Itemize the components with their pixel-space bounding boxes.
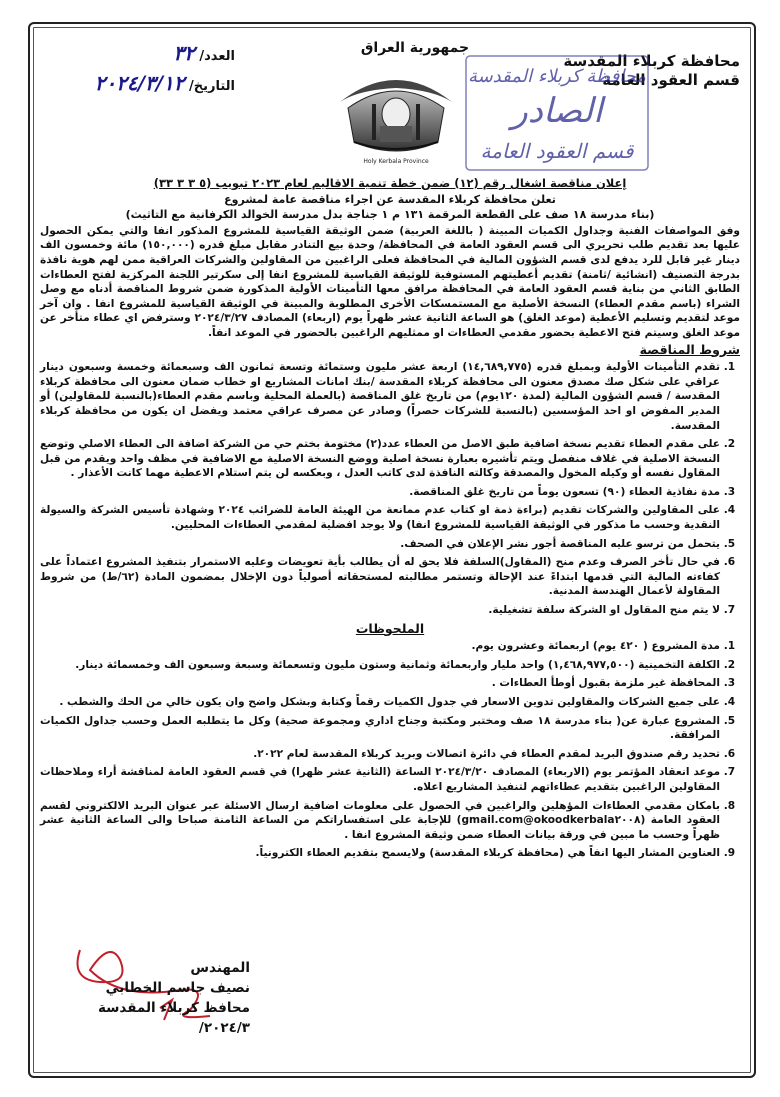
note-item: 2. الكلفة التخمينية (١,٤٦٨,٩٧٧,٥٠٠) واحد مليار واربعمائة وثمانية وستون مليون وتسعمائة وسبعة وسبعون الف وخمسمائة دينار. <box>40 658 720 673</box>
document-body <box>40 176 740 865</box>
conditions-heading: شروط المناقصة <box>639 341 740 357</box>
number-label: العدد/ <box>199 49 235 64</box>
announcement-paragraph: وفق المواصفات الفنية وجداول الكميات المبينة ( باللغة العربية) ضمن الوثيقة القياسية للمشروع المذكور انفا والتي يمكن الحصول عليها بعد تقديم طلب تحريري الى قسم العقود العامة في المحافظة/ وحدة بيع التنادر مقابل مبلغ قدره (١٥٠,٠٠٠) مائة وخمسون الف دينار غير قابل للرد يدفع لدى قسم الشؤون المالية في المحافظة فعلى الراغبين من المقاولين والشركات العراقية ممن لهم هوية نافذة بدرجة التصنيف (انشائية /ثامنة) تقديم أعطيتهم المستوفية للوثيقة القياسية للمشروع انفا إلى سكرتير اللجنة المركزية لفتح العطاءات الطابق الثاني من بناية قسم العقود العامة في المحافظة مرافق معها التأمينات الأولية المذكورة ضمن شروط المناقصة أدناه مع وصل الشراء (باسم مقدم العطاء) النسخة الأصلية مع المستمسكات الأخرى المطلوبة والمبينة في الوثيقة القياسية للمشروع انفا . وان آخر موعد لتقديم وتسليم الأعطية (موعد الغلق) هو الساعة الثانية عشر ظهراً يوم (اربعاء) المصادف ٢٠٢٤/٣/٢٧ وسترفض اي عطاء متأخر عن موعد الغلق وسيتم فتح الاعطية بحضور مقدمي العطاءات او ممثليهم الراغبين بالحضور في الموعد انفاً. <box>40 224 740 339</box>
signatory-title: المهندس <box>190 960 250 976</box>
number-row <box>75 40 235 70</box>
signature-block <box>90 958 250 1038</box>
notes-list <box>40 639 740 861</box>
number-value: ٣٢ <box>173 41 195 65</box>
condition-item: 4. على المقاولين والشركات تقديم (براءة ذمة او كتاب عدم ممانعة من الهيئة العامة للضرائب ٢٠٢٤ وشهادة تأسيس الشركة والسيولة النقدية وحسب ما مذكور في الوثيقة القياسية للمشروع انفا) ولا يوجد افضلية لمقدمي العطاءات المحليين. <box>40 503 720 532</box>
republic-title: جمهورية العراق <box>360 40 470 56</box>
note-item: 9. العناوين المشار اليها انفاً هي (محافظة كربلاء المقدسة) ولايسمح بتقديم العطاء الكترونياً. <box>40 846 720 861</box>
note-item: 8. بامكان مقدمي العطاءات المؤهلين والراغبين في الحصول على معلومات اضافية ارسال الاسئلة عبر عنوان البريد الالكتروني لقسم العقود العامة (okoodkerbala٢٠٠٨@gmail.com) للإجابة على استفساراتكم من الساعة الثامنة صباحا والى الساعة الثانية عشر ظهراً وحسب ما مبين في ورقة بيانات العطاء ضمن وثيقة المشروع انفا . <box>40 799 720 843</box>
date-label: التاريخ/ <box>188 79 235 94</box>
date-row <box>75 70 235 100</box>
note-item: 7. موعد انعقاد المؤتمر يوم (الاربعاء) المصادف ٢٠٢٤/٣/٢٠ الساعة (الثانية عشر ظهرا) في قسم العقود العامة لمناقشة أراء وملاحظات المقاولين الراغبين بتقديم عطاءاتهم لتنفيذ المشاريع اعلاه. <box>40 765 720 794</box>
issued-stamp <box>462 50 652 176</box>
condition-item: 3. مدة نفاذية العطاء (٩٠) تسعون يوماً من تاريخ غلق المناقصة. <box>40 485 720 500</box>
stamp-line-3: قسم العقود العامة <box>480 139 634 163</box>
condition-item: 2. على مقدم العطاء تقديم نسخة اضافية طبق الاصل من العطاء عدد(٢) مختومة بختم حي من الشركة اضافة الى العطاء الاصلي وتوضع النسخة الاصلية في غلاف منفصل ويتم تأشيره بعبارة نسخة اصلية ووضع النسخة الاصلية مع الاضافية في مظف واحد ويقدم من قبل المقاول نفسه أو وكيله المخول والمصدقة وكالته النافذة لدى كاتب العدل ، وبعكسه لن يتم استلام الاعطية مهما كانت الأعذار . <box>40 437 720 481</box>
signatory-name: نصيف جاسم الخطابي <box>105 980 250 996</box>
condition-item: 7. لا يتم منح المقاول او الشركة سلفة تشغيلية. <box>40 603 720 618</box>
date-value: ٢٠٢٤/٣/١٢ <box>94 71 185 95</box>
conditions-list <box>40 360 740 618</box>
note-item: 1. مدة المشروع ( ٤٢٠ يوم) اربعمائة وعشرون يوم. <box>40 639 720 654</box>
province-logo-icon <box>334 64 458 168</box>
note-item: 5. المشروع عبارة عن( بناء مدرسة ١٨ صف ومختبر ومكتبة وجناح اداري ومجموعة صحية) وكل ما يتطلبه العمل وحسب جداول الكميات المرافقة. <box>40 714 720 743</box>
governorate-name: محافظة كربلاء المقدسة <box>563 52 740 70</box>
project-name: (بناء مدرسة ١٨ صف على القطعة المرقمة ١٣١ م ١ جناجة بدل مدرسة الخوالد الكرفانية مع التاثيث) <box>125 208 655 222</box>
note-item: 6. تحديد رقم صندوق البريد لمقدم العطاء في دائرة اتصالات وبريد كربلاء المقدسة لعام ٢٠٢٢. <box>40 747 720 762</box>
note-item: 3. المحافظة غير ملزمة بقبول أوطأ العطاءات . <box>40 676 720 691</box>
signature-date: ٢٠٢٤/٣/ <box>198 1020 250 1036</box>
signatory-position: محافظ كربلاء المقدسة <box>97 1000 250 1016</box>
condition-item: 5. يتحمل من ترسو عليه المناقصة أجور نشر الإعلان في الصحف. <box>40 537 720 552</box>
note-item: 4. على جميع الشركات والمقاولين تدوين الاسعار في جدول الكميات رقماً وكتابة وبشكل واضح وان يكون خالي من الحك والشطب . <box>40 695 720 710</box>
notes-heading: الملحوظات <box>355 620 425 636</box>
reference-block <box>75 40 235 100</box>
department-name: قسم العقود العامة <box>602 71 740 89</box>
condition-item: 6. في حال تأخر الصرف وعدم منح (المقاول)السلفة فلا يحق له أن يطالب بأية تعويضات وعليه الاستمرار بتنفيذ المشروع اعتماداً على كفاءته المالية التي قدمها ابتداءً عند الإحالة وتستمر مطالبته لمستحقاته أصولياً دون الإخلال بمضمون المادة (٦٢/ط) من شروط المقاولة لأعمال الهندسة المدنية. <box>40 555 720 599</box>
stamp-line-1: محافظة كربلاء المقدسة <box>467 66 647 87</box>
condition-item: 1. تقدم التأمينات الأولية وبمبلغ قدره (١٤,٦٨٩,٧٧٥) اربعة عشر مليون وستمائة وتسعة ثمانون الف وسبعمائة وخمسة وسبعون دينار عراقي على شكل صك مصدق معنون الى محافظة كربلاء المقدسة /بنك امانات المشاريع او خطاب ضمان معنون الى محافظة كربلاء المقدسة / قسم الشؤون المالية (لمدة ١٢٠يوم) من تاريخ غلق المناقصة (بالعملة المحلية وباسم مقدم العطاء(بالنسبة للمقاولين) أو المدير المفوض او احد المؤسسين (بالنسبة للشركات حصراً) وصادر عن مصرف عراقي معتمد ويفضل ان يكون من محافظة كربلاء المقدسة. <box>40 360 720 433</box>
logo-caption: Holy Kerbala Province <box>363 158 429 165</box>
announcement-subtitle: تعلن محافظة كربلاء المقدسة عن اجراء مناقصة عامة لمشروع <box>224 192 556 206</box>
announcement-title: إعلان مناقصة اشغال رقم (١٢) ضمن خطة تنمية الاقاليم لعام ٢٠٢٣ تبويب (٥ ٣ ٣ ٣٣) <box>153 176 627 190</box>
stamp-line-2: الصادر <box>511 91 603 131</box>
